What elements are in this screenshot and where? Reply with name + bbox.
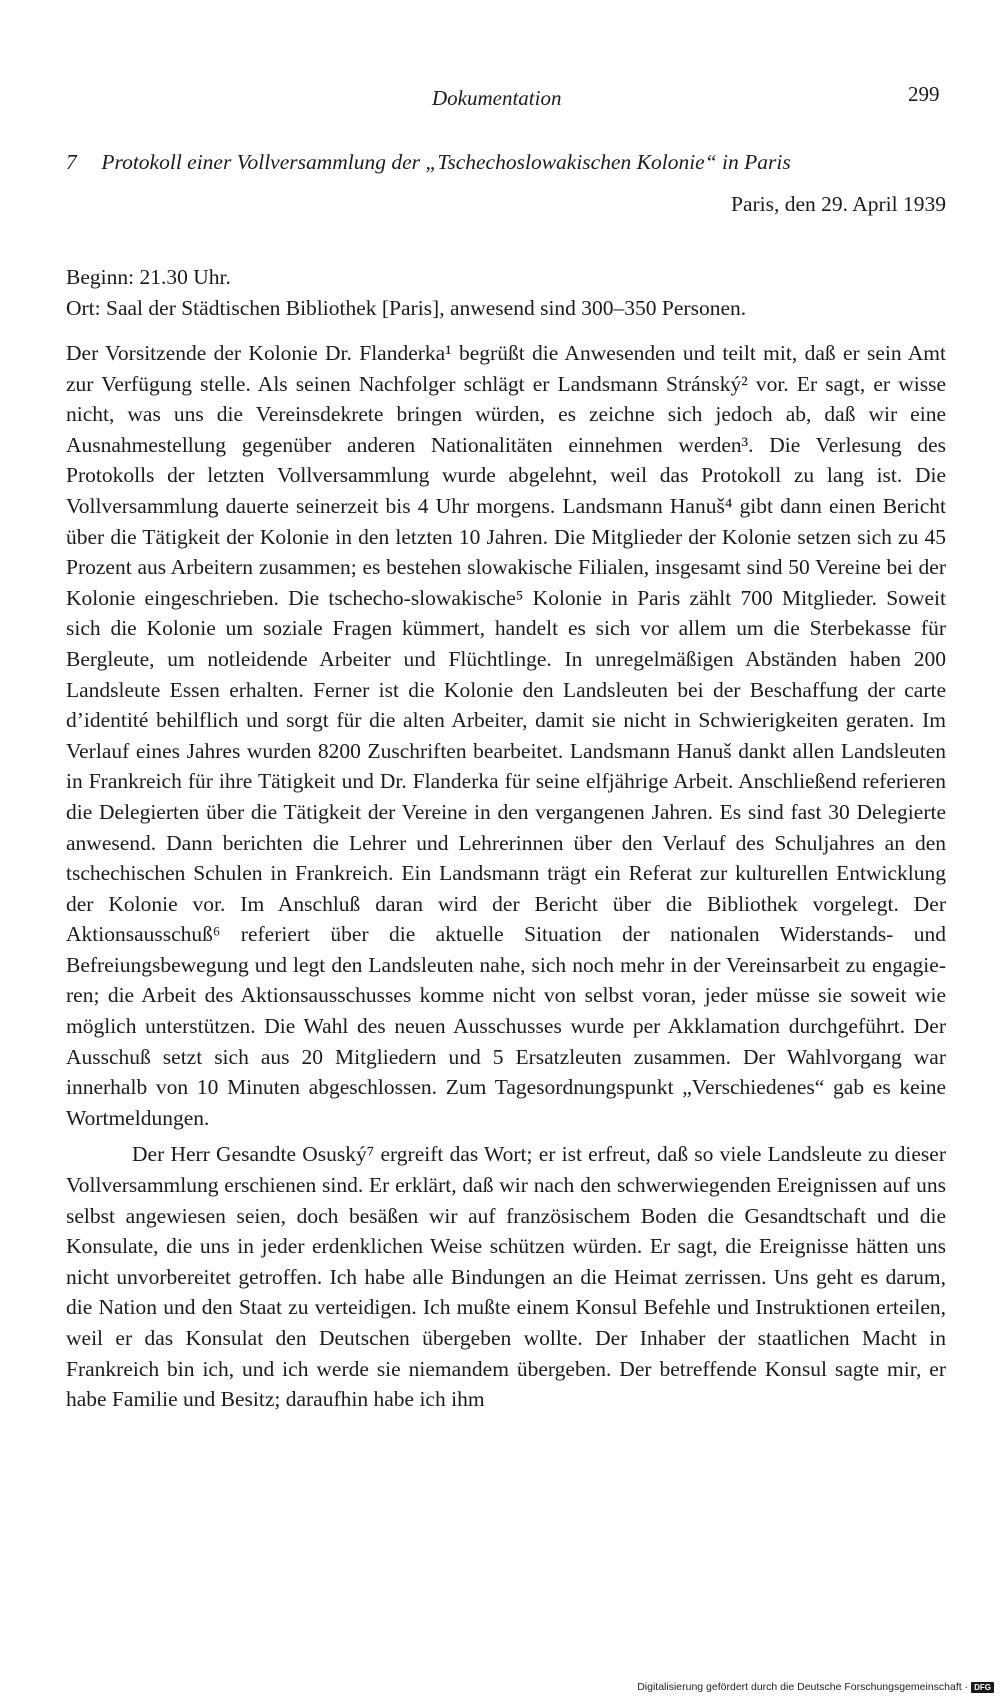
digitization-credit [637,1681,994,1693]
meta-block [66,262,946,324]
document-title: Protokoll einer Vollversammlung der „Tschechoslowakischen Kolonie“ in Paris [101,150,791,174]
running-title: Dokumentation [432,86,562,110]
meta-location: Ort: Saal der Städtischen Bibliothek [Paris], anwesend sind 300–350 Personen. [66,296,747,320]
page-number: 299 [908,82,940,106]
dfg-logo: DFG [971,1682,994,1693]
meta-start-time: Beginn: 21.30 Uhr. [66,265,231,289]
credit-text: Digitalisierung gefördert durch die Deutsche Forschungsgemeinschaft · [637,1681,969,1693]
date-line: Paris, den 29. April 1939 [731,192,946,216]
document-heading [66,150,946,175]
body-paragraph: Der Herr Gesandte Osuský⁷ ergreift das Wort; er ist erfreut, daß so viele Landsleute zu dieser Vollversammlung erschienen sind. Er erklärt, daß wir nach den schwerwiegenden Ereignissen auf uns selbst angewiesen seien, doch besäßen wir auf französischem Boden die Gesandtschaft und die Konsulate, die uns in jeder erdenklichen Weise schützen würden. Er sagt, die Ereignisse hätten uns nicht unvorbereitet getroffen. Ich habe alle Bindungen an die Heimat zerrissen. Uns geht es darum, die Nation und den Staat zu verteidigen. Ich mußte einem Konsul Befehle und Instruktionen erteilen, weil er das Konsulat den Deutschen übergeben wollte. Der Inhaber der staatlichen Macht in Frankreich bin ich, und ich werde sie niemandem übergeben. Der betreffende Konsul sagte mir, er habe Familie und Besitz; daraufhin habe ich ihm [66,1142,946,1412]
body-text [66,338,946,1421]
document-number: 7 [66,150,77,174]
body-paragraph: Der Vorsitzende der Kolonie Dr. Flanderka¹ begrüßt die Anwesenden und teilt mit, daß er sein Amt zur Verfügung stelle. Als seinen Nachfolger schlägt er Landsmann Stránský² vor. Er sagt, er wisse nicht, was uns die Vereinsdekrete bringen würden, es zeichne sich jedoch ab, daß wir eine Ausnahmestellung gegenüber anderen Nationalitäten einnehmen werden³. Die Verlesung des Protokolls der letzten Vollversammlung wurde abgelehnt, weil das Protokoll zu lang ist. Die Vollversammlung dauerte seinerzeit bis 4 Uhr morgens. Landsmann Hanuš⁴ gibt dann einen Bericht über die Tätigkeit der Kolonie in den letzten 10 Jahren. Die Mitglieder der Kolonie setzen sich zu 45 Prozent aus Arbeitern zusammen; es bestehen slowakische Filialen, insgesamt sind 50 Vereine bei der Kolonie eingeschrieben. Die tschecho-slowakische⁵ Kolonie in Paris zählt 700 Mitglieder. Soweit sich die Kolonie um soziale Fragen kümmert, handelt es sich vor allem um die Sterbekasse für Bergleute, um notleidende Arbeiter und Flüchtlinge. In unregelmäßigen Abständen haben 200 Landsleute Essen erhalten. Ferner ist die Kolonie den Landsleuten bei der Beschaffung der carte d’identité behilflich und sorgt für die alten Arbeiter, damit sie nicht in Schwierigkeiten geraten. Im Verlauf eines Jahres wurden 8200 Zuschriften bearbeitet. Landsmann Hanuš dankt allen Landsleuten in Frankreich für ihre Tätigkeit und Dr. Flanderka für seine elfjährige Arbeit. Anschließend referieren die Delegierten über die Tätigkeit der Vereine in den vergangenen Jahren. Es sind fast 30 Delegierte anwesend. Dann berichten die Lehrer und Lehrerinnen über den Verlauf des Schuljahres an den tschechischen Schulen in Frankreich. Ein Landsmann trägt ein Referat zur kulturellen Entwicklung der Kolonie vor. Im Anschluß daran wird der Bericht über die Bibliothek vorgelegt. Der Aktionsausschuß⁶ referiert über die aktuelle Situation der nationalen Widerstands- und Befreiungsbewegung und legt den Landsleuten nahe, sich noch mehr in der Vereinsarbeit zu engagieren; die Arbeit des Aktionsausschusses komme nicht von selbst voran, jeder müsse sie soweit wie möglich unterstützen. Die Wahl des neuen Ausschusses wurde per Akklamation durchgeführt. Der Ausschuß setzt sich aus 20 Mitgliedern und 5 Ersatzleuten zusammen. Der Wahlvorgang war innerhalb von 10 Minuten abgeschlossen. Zum Tagesordnungspunkt „Verschiedenes“ gab es keine Wortmeldungen. [66,341,946,1130]
